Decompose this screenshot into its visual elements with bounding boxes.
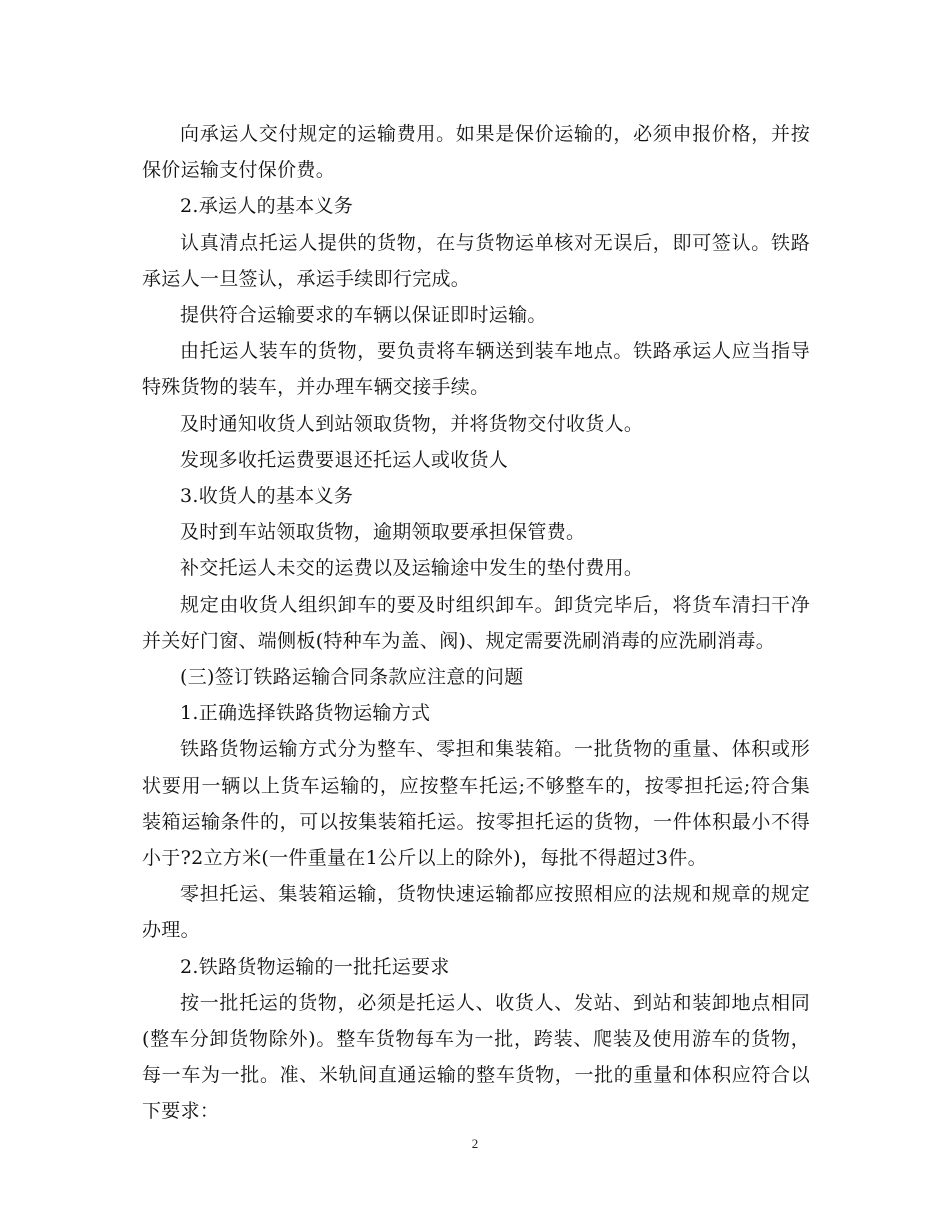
heading-batch-requirements: 2.铁路货物运输的一批托运要求 [180, 955, 450, 978]
paragraph-notify-consignee: 及时通知收货人到站领取货物，并将货物交付收货人。 [180, 412, 644, 435]
paragraph-refund: 发现多收托运费要退还托运人或收货人 [180, 448, 509, 471]
paragraph-fee-payment: 向承运人交付规定的运输费用。如果是保价运输的，必须申报价格，并按保价运输支付保价费。 [142, 123, 810, 182]
paragraph-batch-rules: 按一批托运的货物，必须是托运人、收货人、发站、到站和装卸地点相同(整车分卸货物除外)。整车货物每车为一批，跨装、爬装及使用游车的货物，每一车为一批。准、米轨间直通运输的整车货物，一批的重量和体积应符合以下要求： [142, 991, 810, 1123]
heading-transport-mode: 1.正确选择铁路货物运输方式 [180, 702, 431, 725]
heading-consignee-duties: 3.收货人的基本义务 [180, 485, 354, 508]
heading-contract-issues: (三)签订铁路运输合同条款应注意的问题 [180, 666, 524, 689]
paragraph-unloading: 规定由收货人组织卸车的要及时组织卸车。卸货完毕后，将货车清扫干净并关好门窗、端侧板(特种车为盖、阀)、规定需要洗刷消毒的应洗刷消毒。 [142, 593, 810, 652]
paragraph-pickup: 及时到车站领取货物，逾期领取要承担保管费。 [180, 521, 586, 544]
paragraph-loading: 由托运人装车的货物，要负责将车辆送到装车地点。铁路承运人应当指导特殊货物的装车，并办理车辆交接手续。 [142, 340, 810, 399]
heading-carrier-duties: 2.承运人的基本义务 [180, 195, 354, 218]
paragraph-cargo-check: 认真清点托运人提供的货物，在与货物运单核对无误后，即可签认。铁路承运人一旦签认，承运手续即行完成。 [142, 231, 810, 290]
paragraph-vehicle-supply: 提供符合运输要求的车辆以保证即时运输。 [180, 304, 547, 327]
document-body [142, 116, 810, 1130]
paragraph-regulations: 零担托运、集装箱运输，货物快速运输都应按照相应的法规和规章的规定办理。 [142, 883, 810, 942]
paragraph-transport-modes: 铁路货物运输方式分为整车、零担和集装箱。一批货物的重量、体积或形状要用一辆以上货车运输的，应按整车托运;不够整车的，按零担托运;符合集装箱运输条件的，可以按集装箱托运。按零担托运的货物，一件体积最小不得小于?2立方米(一件重量在1公斤以上的除外)，每批不得超过3件。 [142, 738, 810, 870]
page-number: 2 [471, 1136, 479, 1151]
paragraph-supplementary-fees: 补交托运人未交的运费以及运输途中发生的垫付费用。 [180, 557, 644, 580]
